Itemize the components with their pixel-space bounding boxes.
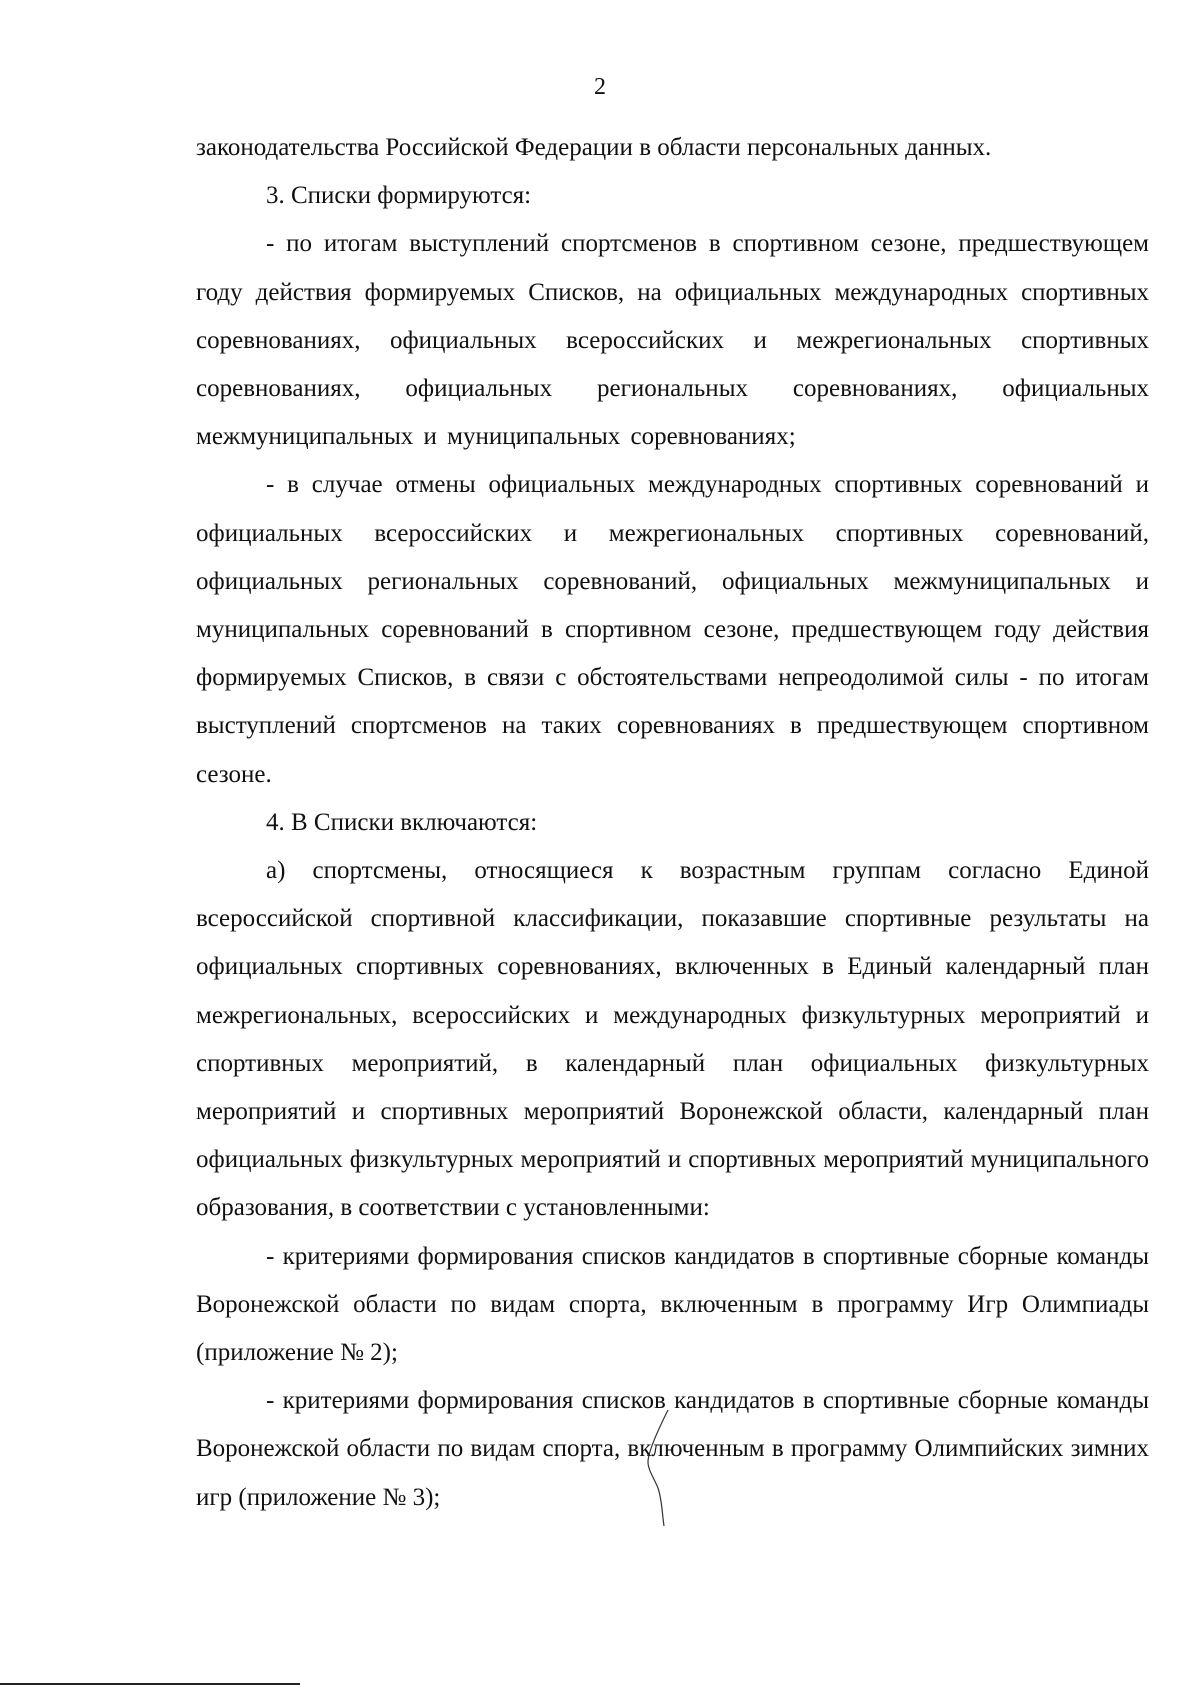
paragraph-continuation: законодательства Российской Федерации в области персональных данных. — [196, 134, 992, 161]
paragraph-item-3-first-bullet: - по итогам выступлений спортсменов в спортивном сезоне, предшествующем году действия формируемых Списков, на официальных международных спортивных соревнованиях, официальных всероссийских и межрегиональных спортивных соревнованиях, официальных региональных соревнованиях, официальных межмуниципальных и муниципальных соревнованиях; — [196, 230, 1149, 451]
paragraph-criteria-appendix-2: - критериями формирования списков кандидатов в спортивные сборные команды Воронежской области по видам спорта, включенным в программу Игр Олимпиады (приложение № 2); — [196, 1242, 1149, 1367]
paragraph-item-4-heading: 4. В Списки включаются: — [266, 808, 538, 836]
footer-rule — [0, 1683, 300, 1685]
paragraph-item-4a: а) спортсмены, относящиеся к возрастным группам согласно Единой всероссийской спортивной классификации, показавшие спортивные результаты на официальных спортивных соревнованиях, включенных в Единый календарный план межрегиональных, всероссийских и международных физкультурных мероприятий и спортивных мероприятий, в календарный план официальных физкультурных мероприятий и спортивных мероприятий Воронежской области, календарный план официальных физкультурных мероприятий и спортивных мероприятий муниципального образования, в соответствии с установленными: — [196, 857, 1149, 1222]
paragraph-item-3-second-bullet: - в случае отмены официальных международных спортивных соревнований и официальных всероссийских и межрегиональных спортивных соревнований, официальных региональных соревнований, официальных межмуниципальных и муниципальных соревнований в спортивном сезоне, предшествующем году действия формируемых Списков, в связи с обстоятельствами непреодолимой силы - по итогам выступлений спортсменов на таких соревнованиях в предшествующем спортивном сезоне. — [196, 471, 1149, 788]
paragraph-criteria-appendix-3: - критериями формирования списков кандидатов в спортивные сборные команды Воронежской области по видам спорта, включенным в программу Олимпийских зимних игр (приложение № 3); — [196, 1387, 1149, 1511]
page-number: 2 — [594, 74, 606, 100]
pen-stroke-mark — [640, 1408, 680, 1528]
document-body — [196, 124, 1149, 1522]
paragraph-item-3-heading: 3. Списки формируются: — [266, 182, 532, 210]
